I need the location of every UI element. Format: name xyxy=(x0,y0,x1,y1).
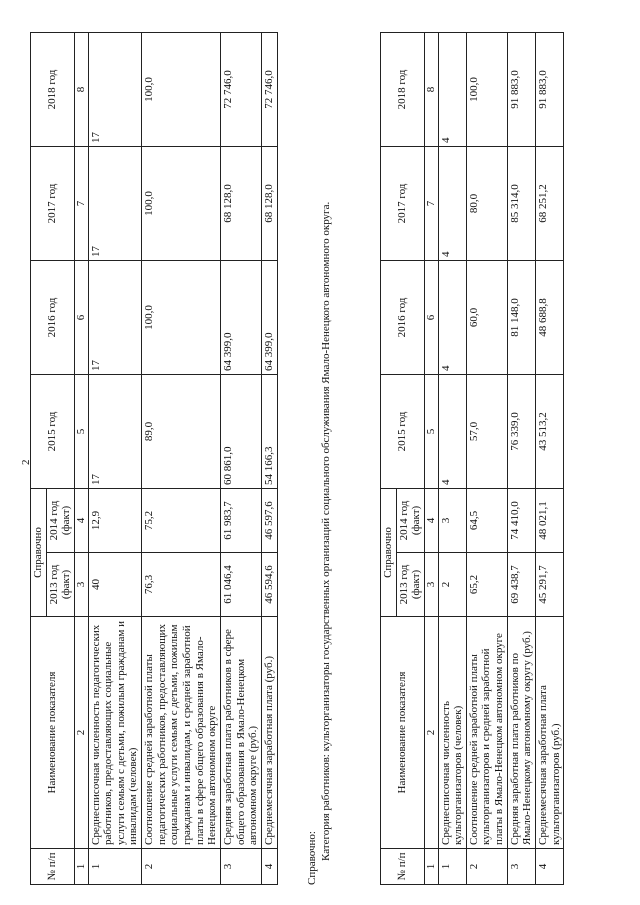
indicator-name: Среднесписочная численность педагогических работников, предоставляющих социальные услуги семьям с детьми, пожилым гражданам и инвалидам (человек) xyxy=(88,617,142,849)
header-2015: 2015 год xyxy=(31,374,75,488)
column-index: 2 xyxy=(424,617,438,849)
column-index: 2 xyxy=(74,617,88,849)
column-index-row xyxy=(74,32,88,884)
value-2014: 46 597,6 xyxy=(261,488,277,552)
value-2013: 46 594,6 xyxy=(261,553,277,617)
value-2016: 100,0 xyxy=(142,260,221,374)
table-row xyxy=(261,32,277,884)
row-number: 2 xyxy=(142,849,221,885)
table-row xyxy=(466,32,507,884)
column-index: 8 xyxy=(424,32,438,146)
value-2015: 43 513,2 xyxy=(536,374,564,488)
value-2014: 64,5 xyxy=(466,488,507,552)
value-2015: 54 166,3 xyxy=(261,374,277,488)
table-header-row xyxy=(31,32,47,884)
table-row xyxy=(142,32,221,884)
row-number: 2 xyxy=(466,849,507,885)
value-2013: 45 291,7 xyxy=(536,553,564,617)
value-2014: 75,2 xyxy=(142,488,221,552)
salary-table-pedagogical xyxy=(30,32,278,885)
header-reference: Справочно xyxy=(381,488,397,616)
row-number: 1 xyxy=(88,849,142,885)
indicator-name: Среднемесячная заработная плата культорганизаторов (руб.) xyxy=(536,617,564,849)
value-2018: 72 746,0 xyxy=(261,32,277,146)
value-2018: 17 xyxy=(88,32,142,146)
column-index: 1 xyxy=(424,849,438,885)
header-2017: 2017 год xyxy=(31,146,75,260)
value-2014: 61 983,7 xyxy=(220,488,261,552)
value-2016: 81 148,0 xyxy=(507,260,535,374)
value-2013: 76,3 xyxy=(142,553,221,617)
table-row xyxy=(507,32,535,884)
header-2014: 2014 год (факт) xyxy=(396,488,424,552)
value-2017: 17 xyxy=(88,146,142,260)
value-2013: 65,2 xyxy=(466,553,507,617)
header-num: № п/п xyxy=(381,849,425,885)
value-2014: 12,9 xyxy=(88,488,142,552)
note-title: Справочно: xyxy=(306,831,318,885)
document-page xyxy=(20,25,620,885)
header-2017: 2017 год xyxy=(381,146,425,260)
table-row xyxy=(88,32,142,884)
header-2016: 2016 год xyxy=(381,260,425,374)
table-row xyxy=(438,32,466,884)
value-2015: 57,0 xyxy=(466,374,507,488)
value-2015: 76 339,0 xyxy=(507,374,535,488)
header-2013: 2013 год (факт) xyxy=(396,553,424,617)
salary-table-culture-organizers xyxy=(380,32,564,885)
value-2017: 68 128,0 xyxy=(220,146,261,260)
row-number: 3 xyxy=(220,849,261,885)
value-2018: 91 883,0 xyxy=(536,32,564,146)
column-index: 3 xyxy=(424,553,438,617)
header-name: Наименование показателя xyxy=(381,617,425,849)
value-2016: 64 399,0 xyxy=(261,260,277,374)
value-2017: 4 xyxy=(438,146,466,260)
value-2017: 100,0 xyxy=(142,146,221,260)
table-row xyxy=(220,32,261,884)
value-2017: 68 128,0 xyxy=(261,146,277,260)
row-number: 4 xyxy=(536,849,564,885)
value-2014: 3 xyxy=(438,488,466,552)
value-2016: 48 688,8 xyxy=(536,260,564,374)
column-index: 7 xyxy=(74,146,88,260)
column-index-row xyxy=(424,32,438,884)
value-2017: 68 251,2 xyxy=(536,146,564,260)
value-2015: 17 xyxy=(88,374,142,488)
value-2014: 74 410,0 xyxy=(507,488,535,552)
value-2015: 89,0 xyxy=(142,374,221,488)
note-text: Категория работников: культорганизаторы государственных организаций социального обслуживания Ямало-Ненецкого автономного округа. xyxy=(319,201,332,861)
value-2013: 2 xyxy=(438,553,466,617)
header-2016: 2016 год xyxy=(31,260,75,374)
indicator-name: Соотношение средней заработной платы культорганизаторов и средней заработной платы в Ямало-Ненецком автономном округе xyxy=(466,617,507,849)
value-2015: 60 861,0 xyxy=(220,374,261,488)
indicator-name: Соотношение средней заработной платы педагогических работников, предоставляющих социальные услуги семьям с детьми, пожилым гражданам и инвалидам, и средней заработной платы в сфере общего образования в Ямало-Ненецком автономном округе xyxy=(142,617,221,849)
page-number: 2 xyxy=(20,459,32,465)
column-index: 1 xyxy=(74,849,88,885)
value-2018: 100,0 xyxy=(142,32,221,146)
value-2016: 60,0 xyxy=(466,260,507,374)
value-2013: 40 xyxy=(88,553,142,617)
column-index: 3 xyxy=(74,553,88,617)
value-2016: 64 399,0 xyxy=(220,260,261,374)
column-index: 7 xyxy=(424,146,438,260)
column-index: 5 xyxy=(74,374,88,488)
indicator-name: Средняя заработная плата работников по Ямало-Ненецкому автономному округу (руб.) xyxy=(507,617,535,849)
header-2018: 2018 год xyxy=(381,32,425,146)
header-num: № п/п xyxy=(31,849,75,885)
value-2015: 4 xyxy=(438,374,466,488)
value-2017: 80,0 xyxy=(466,146,507,260)
column-index: 6 xyxy=(74,260,88,374)
value-2018: 72 746,0 xyxy=(220,32,261,146)
header-2014: 2014 год (факт) xyxy=(46,488,74,552)
column-index: 6 xyxy=(424,260,438,374)
row-number: 4 xyxy=(261,849,277,885)
value-2018: 91 883,0 xyxy=(507,32,535,146)
indicator-name: Среднесписочная численность культорганизаторов (человек) xyxy=(438,617,466,849)
table-header-row xyxy=(381,32,397,884)
value-2017: 85 314,0 xyxy=(507,146,535,260)
header-reference: Справочно xyxy=(31,488,47,616)
header-2018: 2018 год xyxy=(31,32,75,146)
column-index: 4 xyxy=(74,488,88,552)
value-2018: 4 xyxy=(438,32,466,146)
row-number: 1 xyxy=(438,849,466,885)
column-index: 5 xyxy=(424,374,438,488)
indicator-name: Среднемесячная заработная плата (руб.) xyxy=(261,617,277,849)
indicator-name: Средняя заработная плата работников в сфере общего образования в Ямало-Ненецком автономном округе (руб.) xyxy=(220,617,261,849)
column-index: 8 xyxy=(74,32,88,146)
header-2015: 2015 год xyxy=(381,374,425,488)
column-index: 4 xyxy=(424,488,438,552)
row-number: 3 xyxy=(507,849,535,885)
reference-note xyxy=(306,33,334,885)
table-row xyxy=(536,32,564,884)
value-2013: 69 438,7 xyxy=(507,553,535,617)
value-2014: 48 021,1 xyxy=(536,488,564,552)
value-2018: 100,0 xyxy=(466,32,507,146)
header-2013: 2013 год (факт) xyxy=(46,553,74,617)
value-2016: 17 xyxy=(88,260,142,374)
value-2016: 4 xyxy=(438,260,466,374)
header-name: Наименование показателя xyxy=(31,617,75,849)
value-2013: 61 046,4 xyxy=(220,553,261,617)
